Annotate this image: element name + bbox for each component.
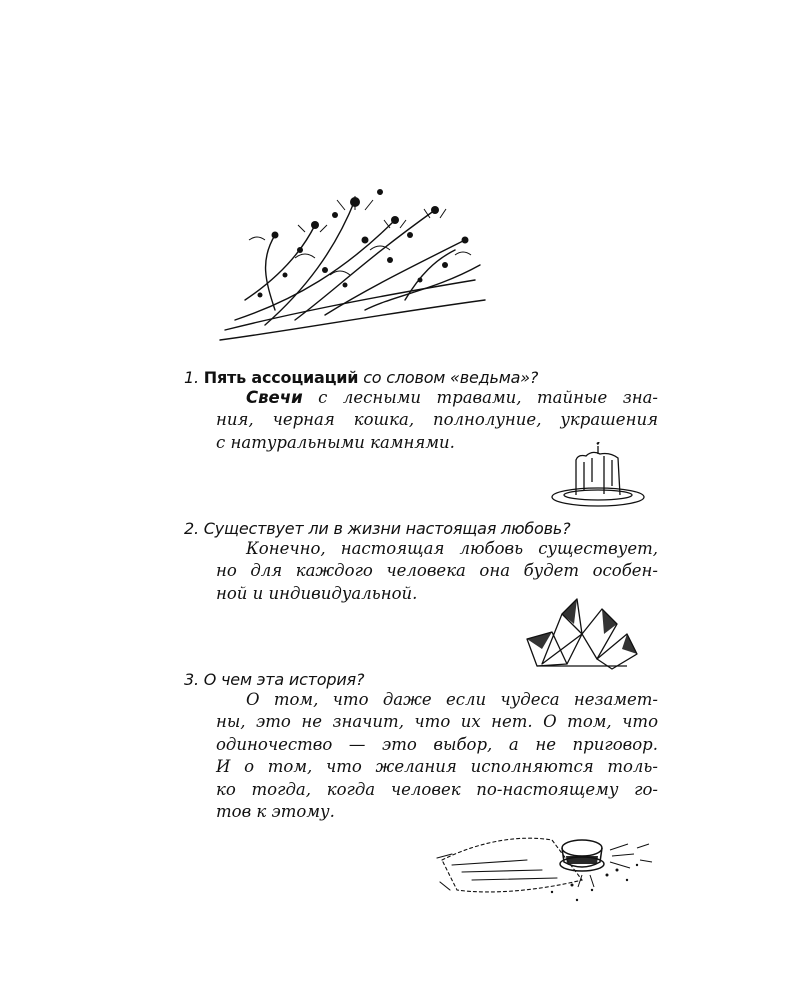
- answer-line: с натуральными камнями.: [216, 432, 455, 452]
- candle-illustration: [548, 442, 648, 512]
- answer-line: ния, черная кошка, полнолуние, украшения: [216, 410, 658, 430]
- herbs-bouquet-illustration: [205, 180, 495, 360]
- answer-line: ко тогда, когда человек по-настоящему го-: [216, 779, 658, 799]
- answer-line: одиночество — это выбор, а не приговор.: [216, 734, 658, 754]
- question-number: 1.: [184, 368, 199, 387]
- answer-line: И о том, что желания исполняются толь-: [216, 757, 658, 777]
- answer-line: О том, что даже если чудеса незамет-: [246, 690, 658, 709]
- answer-line: ной и индивидуальной.: [216, 583, 418, 603]
- crystal-ball-illustration: [432, 820, 657, 910]
- question-2: [184, 519, 570, 538]
- answer-line: ны, это не значит, что их нет. О том, что: [216, 712, 658, 732]
- answer-line: Свечи с лесными травами, тайные зна-: [246, 388, 658, 407]
- crystals-illustration: [522, 594, 642, 674]
- answer-line: Конечно, настоящая любовь существует,: [246, 539, 658, 558]
- answer-lead-word: Свечи: [246, 388, 303, 407]
- answer-3: [216, 689, 658, 823]
- question-3: [184, 670, 364, 689]
- question-text: О чем эта история?: [203, 670, 365, 689]
- question-text: Существует ли в жизни настоящая любовь?: [203, 519, 571, 538]
- question-number: 3.: [184, 670, 199, 689]
- question-1: [184, 368, 538, 387]
- question-text: со словом «ведьма»?: [358, 368, 539, 387]
- question-bold-text: Пять ассоциаций: [203, 368, 359, 387]
- answer-line: но для каждого человека она будет особен-: [216, 561, 658, 581]
- question-number: 2.: [184, 519, 199, 538]
- answer-line: тов к этому.: [216, 802, 335, 822]
